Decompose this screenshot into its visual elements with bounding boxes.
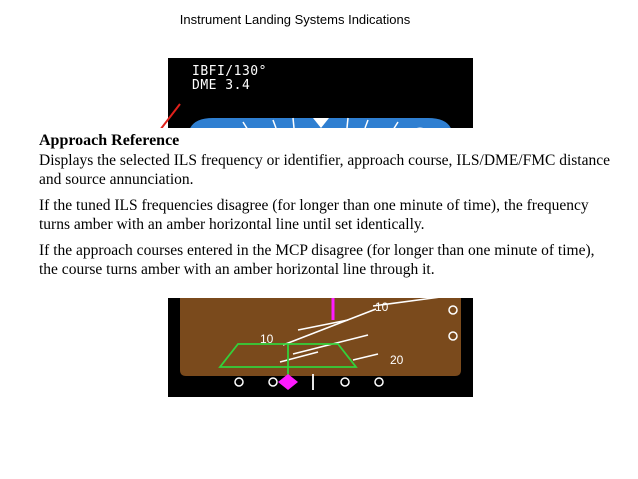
callout-paragraph-frequency: If the tuned ILS frequencies disagree (for longer than one minute of time), the frequency turns amber with an amber horizontal line until set identically. (39, 197, 589, 233)
callout-paragraph-description: Displays the selected ILS frequency or identifier, approach course, ILS/DME/FMC distance and source annunciation. (39, 152, 610, 188)
slide-title: Instrument Landing Systems Indications (179, 12, 411, 27)
localizer-dots (235, 378, 383, 386)
approach-reference-callout (36, 128, 616, 298)
callout-heading: Approach Reference (39, 132, 180, 149)
pitch-label-20: 20 (390, 353, 404, 367)
dme-distance: DME 3.4 (192, 78, 251, 93)
localizer-pointer (278, 374, 298, 390)
callout-paragraph-course: If the approach courses entered in the MCP disagree (for longer than one minute of time), the course turns amber with an amber horizontal line through it. (39, 242, 595, 278)
pitch-label-10-upper: 10 (375, 300, 389, 314)
pitch-label-10-lower: 10 (260, 332, 274, 346)
ils-ident-course: IBFI/130° (192, 64, 267, 79)
